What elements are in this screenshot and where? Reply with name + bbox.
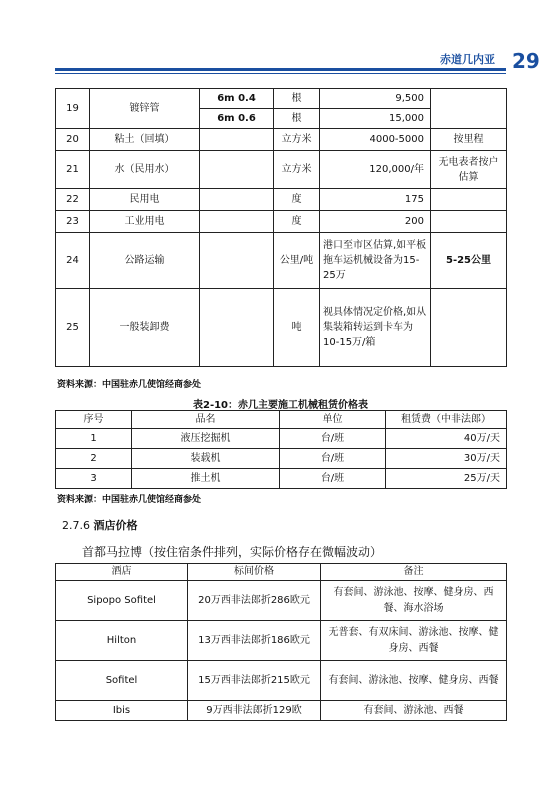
hotel-remarks: 有套间、游泳池、按摩、健身房、西餐、海水浴场 xyxy=(321,581,507,621)
item-price: 175 xyxy=(320,189,431,211)
item-unit: 立方米 xyxy=(274,129,320,151)
item-spec: 6m 0.6 xyxy=(200,109,274,129)
item-price: 120,000/年 xyxy=(320,151,431,189)
item-note xyxy=(431,89,507,129)
table-row xyxy=(56,581,507,621)
item-spec xyxy=(200,189,274,211)
row-number: 3 xyxy=(56,469,132,489)
table-row xyxy=(56,289,507,367)
table-row xyxy=(56,189,507,211)
item-note: 按里程 xyxy=(431,129,507,151)
header-rule-thin xyxy=(55,73,506,74)
equipment-name: 液压挖掘机 xyxy=(132,429,280,449)
equipment-rental-table xyxy=(55,410,507,489)
room-price: 15万西非法郎折215欧元 xyxy=(188,661,321,701)
table-row xyxy=(56,701,507,721)
table-row xyxy=(56,449,507,469)
equipment-name: 推土机 xyxy=(132,469,280,489)
table1-source: 资料来源：中国驻赤几使馆经商参处 xyxy=(57,380,202,390)
item-name: 粘土（回填） xyxy=(90,129,200,151)
row-number: 2 xyxy=(56,449,132,469)
item-name: 一般装卸费 xyxy=(90,289,200,367)
hotel-remarks: 无普套、有双床间、游泳池、按摩、健身房、西餐 xyxy=(321,621,507,661)
section-number: 2.7.6 xyxy=(62,519,90,532)
item-spec xyxy=(200,233,274,289)
row-number: 19 xyxy=(56,89,90,129)
row-number: 21 xyxy=(56,151,90,189)
item-name: 民用电 xyxy=(90,189,200,211)
item-note: 5-25公里 xyxy=(431,233,507,289)
item-spec xyxy=(200,151,274,189)
rental-fee: 25万/天 xyxy=(386,469,507,489)
table-row xyxy=(56,429,507,449)
table-row xyxy=(56,129,507,151)
table-row xyxy=(56,89,507,109)
table-row xyxy=(56,621,507,661)
table-row xyxy=(56,233,507,289)
item-spec xyxy=(200,211,274,233)
item-unit: 根 xyxy=(274,109,320,129)
row-number: 25 xyxy=(56,289,90,367)
room-price: 13万西非法郎折186欧元 xyxy=(188,621,321,661)
table-header-row xyxy=(56,564,507,581)
item-price: 15,000 xyxy=(320,109,431,129)
header-title: 赤道几内亚 xyxy=(440,53,495,66)
item-price: 港口至市区估算,如平板拖车运机械设备为15-25万 xyxy=(320,233,431,289)
column-header: 备注 xyxy=(321,564,507,581)
hotel-price-table xyxy=(55,563,507,721)
item-name: 镀锌管 xyxy=(90,89,200,129)
header-rule xyxy=(55,68,506,71)
item-unit: 度 xyxy=(274,189,320,211)
column-header: 序号 xyxy=(56,411,132,429)
row-number: 1 xyxy=(56,429,132,449)
section-title: 酒店价格 xyxy=(93,519,138,532)
item-price: 9,500 xyxy=(320,89,431,109)
item-note xyxy=(431,289,507,367)
page-number: 29 xyxy=(512,49,540,73)
room-price: 9万西非法郎折129欧 xyxy=(188,701,321,721)
table2-source: 资料来源：中国驻赤几使馆经商参处 xyxy=(57,495,202,505)
hotel-name: Hilton xyxy=(56,621,188,661)
item-spec xyxy=(200,129,274,151)
item-note: 无电表者按户估算 xyxy=(431,151,507,189)
item-unit: 立方米 xyxy=(274,151,320,189)
item-name: 公路运输 xyxy=(90,233,200,289)
column-header: 租赁费（中非法郎） xyxy=(386,411,507,429)
column-header: 品名 xyxy=(132,411,280,429)
item-spec xyxy=(200,289,274,367)
equipment-unit: 台/班 xyxy=(280,449,386,469)
rental-fee: 40万/天 xyxy=(386,429,507,449)
equipment-unit: 台/班 xyxy=(280,469,386,489)
hotel-remarks: 有套间、游泳池、西餐 xyxy=(321,701,507,721)
row-number: 20 xyxy=(56,129,90,151)
table-row xyxy=(56,211,507,233)
item-spec: 6m 0.4 xyxy=(200,89,274,109)
hotel-name: Sofitel xyxy=(56,661,188,701)
item-price: 4000-5000 xyxy=(320,129,431,151)
rental-fee: 30万/天 xyxy=(386,449,507,469)
column-header: 酒店 xyxy=(56,564,188,581)
hotel-name: Sipopo Sofitel xyxy=(56,581,188,621)
table2-title: 表2-10：赤几主要施工机械租赁价格表 xyxy=(192,400,369,411)
item-unit: 吨 xyxy=(274,289,320,367)
equipment-name: 装载机 xyxy=(132,449,280,469)
row-number: 23 xyxy=(56,211,90,233)
item-unit: 度 xyxy=(274,211,320,233)
row-number: 24 xyxy=(56,233,90,289)
table-header-row xyxy=(56,411,507,429)
hotel-remarks: 有套间、游泳池、按摩、健身房、西餐 xyxy=(321,661,507,701)
item-note xyxy=(431,211,507,233)
column-header: 标间价格 xyxy=(188,564,321,581)
column-header: 单位 xyxy=(280,411,386,429)
item-name: 工业用电 xyxy=(90,211,200,233)
table-row xyxy=(56,469,507,489)
item-note xyxy=(431,189,507,211)
hotel-name: Ibis xyxy=(56,701,188,721)
row-number: 22 xyxy=(56,189,90,211)
section-heading xyxy=(62,517,138,533)
table-row xyxy=(56,151,507,189)
item-name: 水（民用水） xyxy=(90,151,200,189)
item-unit: 根 xyxy=(274,89,320,109)
item-price: 200 xyxy=(320,211,431,233)
table-row xyxy=(56,661,507,701)
subheading: 首都马拉博（按住宿条件排列，实际价格存在微幅波动） xyxy=(82,545,383,559)
equipment-unit: 台/班 xyxy=(280,429,386,449)
item-unit: 公里/吨 xyxy=(274,233,320,289)
item-price: 视具体情况定价格,如从集装箱转运到卡车为10-15万/箱 xyxy=(320,289,431,367)
room-price: 20万西非法郎折286欧元 xyxy=(188,581,321,621)
material-price-table xyxy=(55,88,507,367)
